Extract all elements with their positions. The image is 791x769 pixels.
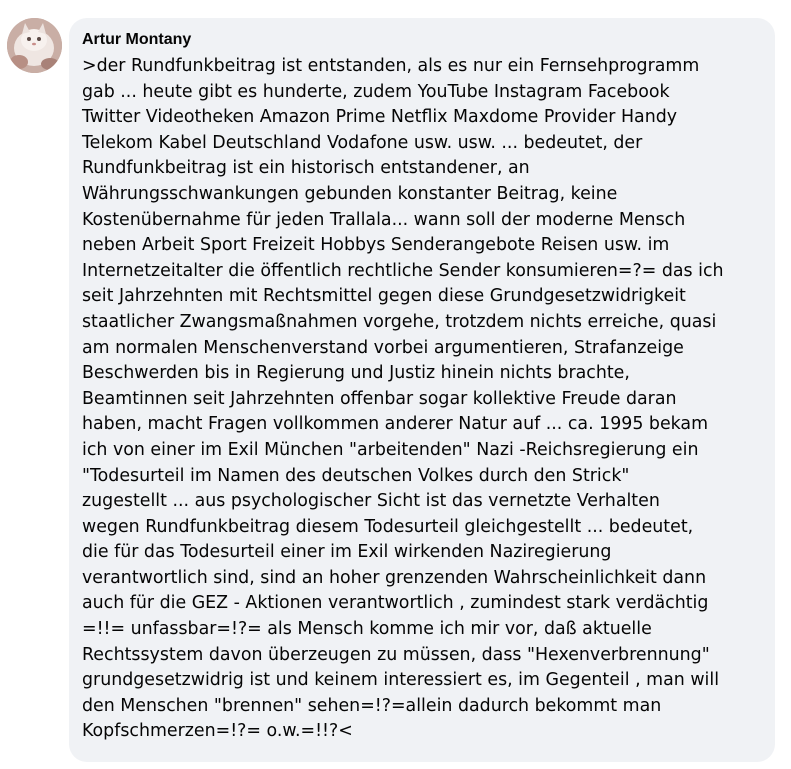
comment-line: haben, macht Fragen vollkommen anderer Natur auf ... ca. 1995 bekam <box>82 414 709 435</box>
comment-line: Kopfschmerzen=!?= o.w.=!!?< <box>82 721 353 742</box>
comment-line: grundgesetzwidrig ist und keinem interessiert es, im Gegenteil , man will <box>82 670 720 691</box>
comment-line: Beamtinnen seit Jahrzehnten offenbar sogar kollektive Freude daran <box>82 388 677 409</box>
comment-line: Internetzeitalter die öffentlich rechtliche Sender konsumieren=?= das ich <box>82 260 724 281</box>
comment-line: Twitter Videotheken Amazon Prime Netflix Maxdome Provider Handy <box>82 107 678 128</box>
comment-line: Rundfunkbeitrag ist ein historisch entstandener, an <box>82 158 530 179</box>
comment-line: Währungsschwankungen gebunden konstanter Beitrag, keine <box>82 183 618 204</box>
comment-line: staatlicher Zwangsmaßnahmen vorgehe, trotzdem nichts erreiche, quasi <box>82 311 717 332</box>
comment-line: Rechtssystem davon überzeugen zu müssen, dass "Hexenverbrennung" <box>82 644 710 665</box>
comment-line: die für das Todesurteil einer im Exil wirkenden Naziregierung <box>82 542 612 563</box>
avatar[interactable] <box>7 18 62 73</box>
comment-line: wegen Rundfunkbeitrag diesem Todesurteil gleichgestellt ... bedeutet, <box>82 516 694 537</box>
comment-body <box>82 54 763 745</box>
comment-line: =!!= unfassbar=!?= als Mensch komme ich mir vor, daß aktuelle <box>82 619 652 640</box>
comment-line: am normalen Menschenverstand vorbei argumentieren, Strafanzeige <box>82 337 684 358</box>
comment-line: Telekom Kabel Deutschland Vodafone usw. usw. ... bedeutet, der <box>82 132 643 153</box>
comment-line: neben Arbeit Sport Freizeit Hobbys Senderangebote Reisen usw. im <box>82 235 670 256</box>
cat-photo-icon <box>7 18 62 73</box>
comment-line: >der Rundfunkbeitrag ist entstanden, als es nur ein Fernsehprogramm <box>82 56 700 76</box>
comment-line: verantwortlich sind, sind an hoher grenzenden Wahrscheinlichkeit dann <box>82 567 707 588</box>
comment-line: gab ... heute gibt es hunderte, zudem YouTube Instagram Facebook <box>82 81 670 102</box>
comment-line: seit Jahrzehnten mit Rechtsmittel gegen diese Grundgesetzwidrigkeit <box>82 286 686 307</box>
comment-line: Kostenübernahme für jeden Trallala... wann soll der moderne Mensch <box>82 209 686 230</box>
comment-bubble <box>69 18 775 762</box>
comment-line: "Todesurteil im Namen des deutschen Volkes durch den Strick" <box>82 465 630 486</box>
comment-line: den Menschen "brennen" sehen=!?=allein dadurch bekommt man <box>82 695 662 716</box>
comment-line: Beschwerden bis in Regierung und Justiz hinein nichts brachte, <box>82 363 630 384</box>
comment-line: ich von einer im Exil München "arbeitenden" Nazi -Reichsregierung ein <box>82 439 699 460</box>
author-name[interactable]: Artur Montany <box>82 31 192 48</box>
comment-line: auch für die GEZ - Aktionen verantwortlich , zumindest stark verdächtig <box>82 593 709 614</box>
comment-line: zugestellt ... aus psychologischer Sicht ist das vernetzte Verhalten <box>82 491 660 512</box>
